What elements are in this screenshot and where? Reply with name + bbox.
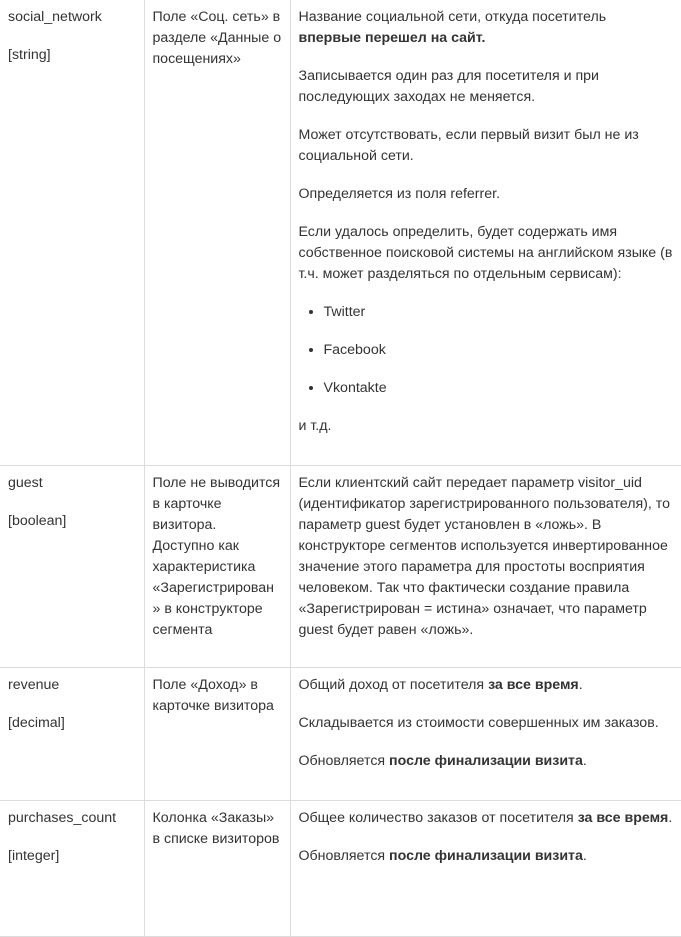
field-name: social_network — [8, 9, 102, 25]
description-paragraph: Обновляется после финализации визита. — [298, 753, 587, 769]
ui-cell: Поле «Доход» в карточке визитора — [144, 668, 290, 801]
field-cell — [0, 801, 144, 937]
description-paragraph: Если клиентский сайт передает параметр visitor_uid (идентификатор зарегистрированного пользователя), то параметр guest будет установлен в «ложь». В конструкторе сегментов используется инвертированное значение этого параметра для простоты восприятия человеком. Так что фактически создание правила «Зарегистрирован = истина» означает, что параметр guest будет равен «ложь». — [298, 475, 670, 638]
description-paragraph: Обновляется после финализации визита. — [298, 848, 587, 864]
description-paragraph: Может отсутствовать, если первый визит был не из социальной сети. — [298, 127, 639, 164]
ui-cell: Поле не выводится в карточке визитора. Доступно как характеристика «Зарегистрирован» в конструкторе сегмента — [144, 466, 290, 668]
description-cell — [290, 0, 681, 466]
list-item: • Twitter — [324, 302, 673, 323]
description-paragraph: Общее количество заказов от посетителя за все время. — [298, 810, 673, 826]
description-paragraph: Если удалось определить, будет содержать имя собственное поисковой системы на английском языке (в т.ч. может разделяться по отдельным сервисам): — [298, 224, 673, 282]
table-row — [0, 0, 681, 466]
list-item: • Vkontakte — [324, 378, 673, 399]
description-paragraph: Записывается один раз для посетителя и при последующих заходах не меняется. — [298, 68, 599, 105]
description-paragraph: и т.д. — [298, 418, 332, 434]
ui-cell: Колонка «Заказы» в списке визиторов — [144, 801, 290, 937]
field-cell — [0, 668, 144, 801]
social-network-list — [299, 302, 673, 399]
ui-cell: Поле «Соц. сеть» в разделе «Данные о посещениях» — [144, 0, 290, 466]
list-item: • Facebook — [324, 340, 673, 361]
field-cell — [0, 0, 144, 466]
field-type: [string] — [8, 47, 51, 63]
field-name: guest — [8, 475, 43, 491]
description-cell — [290, 668, 681, 801]
table-row — [0, 801, 681, 937]
field-type: [integer] — [8, 848, 60, 864]
table-row — [0, 668, 681, 801]
description-paragraph: Общий доход от посетителя за все время. — [298, 677, 583, 693]
description-paragraph: Определяется из поля referrer. — [298, 186, 501, 202]
field-cell — [0, 466, 144, 668]
table-row — [0, 466, 681, 668]
field-type: [decimal] — [8, 715, 65, 731]
field-name: purchases_count — [8, 810, 117, 826]
description-cell — [290, 801, 681, 937]
field-type: [boolean] — [8, 513, 67, 529]
description-paragraph: Складывается из стоимости совершенных им заказов. — [298, 715, 659, 731]
description-paragraph: Название социальной сети, откуда посетитель впервые перешел на сайт. — [298, 9, 607, 46]
field-name: revenue — [8, 677, 60, 693]
description-cell — [290, 466, 681, 668]
